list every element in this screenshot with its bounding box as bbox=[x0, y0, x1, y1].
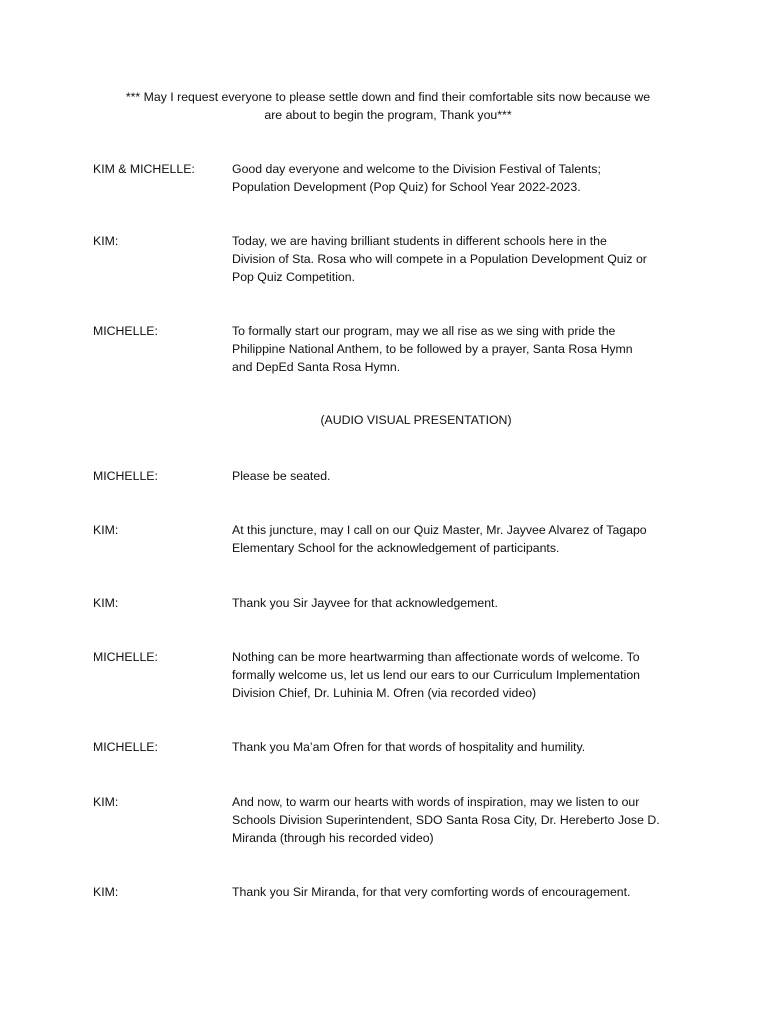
audio-visual-note: (AUDIO VISUAL PRESENTATION) bbox=[320, 413, 512, 427]
speaker-label: KIM: bbox=[93, 596, 119, 610]
speaker-line: At this juncture, may I call on our Quiz Master, Mr. Jayvee Alvarez of Tagapo Elementary School for the acknowledgement of participants. bbox=[232, 523, 647, 555]
speaker-line: Thank you Ma’am Ofren for that words of hospitality and humility. bbox=[232, 740, 586, 754]
speaker-line: Thank you Sir Miranda, for that very comforting words of encouragement. bbox=[232, 885, 631, 899]
speaker-line: Good day everyone and welcome to the Division Festival of Talents; Population Development (Pop Quiz) for School Year 2022-2023. bbox=[232, 162, 601, 194]
speaker-label: KIM: bbox=[93, 234, 119, 248]
speaker-label: MICHELLE: bbox=[93, 469, 158, 483]
speaker-line: Please be seated. bbox=[232, 469, 331, 483]
speaker-line: Nothing can be more heartwarming than affectionate words of welcome. To formally welcome us, let us lend our ears to our Curriculum Implementation Division Chief, Dr. Luhinia M. Ofren (via recorded video) bbox=[232, 650, 641, 700]
speaker-label: MICHELLE: bbox=[93, 324, 158, 338]
speaker-label: MICHELLE: bbox=[93, 650, 158, 664]
speaker-line: To formally start our program, may we all rise as we sing with pride the Philippine National Anthem, to be followed by a prayer, Santa Rosa Hymn and DepEd Santa Rosa Hymn. bbox=[232, 324, 633, 374]
speaker-label: MICHELLE: bbox=[93, 740, 158, 754]
speaker-line: Today, we are having brilliant students in different schools here in the Division of Sta. Rosa who will compete in a Population Development Quiz or Pop Quiz Competition. bbox=[232, 234, 647, 284]
speaker-label: KIM: bbox=[93, 795, 119, 809]
speaker-line: And now, to warm our hearts with words of inspiration, may we listen to our Schools Division Superintendent, SDO Santa Rosa City, Dr. Hereberto Jose D. Miranda (through his recorded video) bbox=[232, 795, 660, 845]
speaker-label: KIM: bbox=[93, 523, 119, 537]
speaker-label: KIM & MICHELLE: bbox=[93, 162, 195, 176]
intro-announcement: *** May I request everyone to please settle down and find their comfortable sits now because we are about to begin the program, Thank you*** bbox=[125, 90, 651, 122]
speaker-label: KIM: bbox=[93, 885, 119, 899]
speaker-line: Thank you Sir Jayvee for that acknowledgement. bbox=[232, 596, 498, 610]
